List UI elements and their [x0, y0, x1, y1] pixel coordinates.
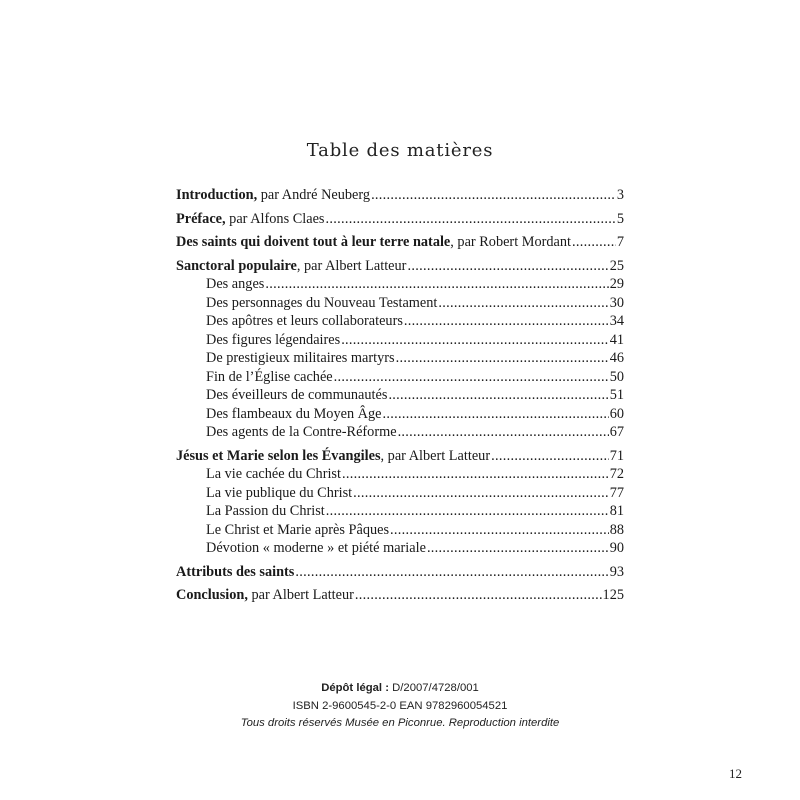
toc-entry-label: [206, 484, 352, 503]
dot-leader: [353, 484, 609, 503]
toc-entry-page: 125: [602, 587, 624, 603]
toc-entry-label: [206, 331, 340, 350]
toc-entry-page: 30: [609, 294, 624, 311]
toc-entry-author: par Alfons Claes: [225, 210, 325, 227]
toc-entry-title: La Passion du Christ: [206, 503, 325, 519]
toc-entry-title: Dévotion « moderne » et piété mariale: [206, 540, 426, 556]
toc-entry-label: [176, 186, 370, 205]
toc-entry-label: [206, 312, 403, 331]
toc-entry-label: [206, 349, 395, 368]
toc-entry: [176, 233, 624, 252]
toc-entry-page: 50: [609, 368, 624, 385]
toc-entry-title: Fin de l’Église cachée: [206, 368, 333, 385]
toc-entry: [176, 275, 624, 294]
toc-entry-page: 41: [609, 331, 624, 348]
toc-entry-author: , par Albert Latteur: [380, 447, 491, 464]
dot-leader: [334, 368, 609, 387]
page-title: Table des matières: [306, 140, 494, 161]
toc-entry: [176, 405, 624, 424]
toc-entry-label: [206, 294, 437, 313]
toc-entry-author: , par Robert Mordant: [450, 234, 571, 250]
toc-entry-page: 77: [609, 484, 624, 501]
toc-entry: [176, 423, 624, 442]
toc-entry-title: Des flambeaux du Moyen Âge: [206, 405, 382, 422]
toc-entry-page: 25: [609, 257, 624, 274]
toc-entry-title: De prestigieux militaires martyrs: [206, 350, 395, 366]
toc-entry-label: [206, 368, 333, 387]
toc-entry-title: Préface,: [176, 210, 226, 227]
dot-leader: [438, 294, 608, 313]
toc-entry-title: Introduction,: [176, 187, 258, 203]
dot-leader: [491, 447, 609, 466]
dot-leader: [342, 465, 609, 484]
toc-entry: [176, 586, 624, 605]
toc-entry: [176, 294, 624, 313]
toc-entry-title: Jésus et Marie selon les Évangiles: [176, 447, 381, 464]
toc-entry-label: [206, 539, 426, 558]
toc-entry-title: Le Christ et Marie après Pâques: [206, 521, 390, 538]
toc-entry-label: [206, 465, 341, 484]
colophon: [0, 680, 800, 733]
toc-entry: [176, 186, 624, 205]
dot-leader: [398, 423, 609, 442]
toc-entry-title: Conclusion,: [176, 587, 248, 603]
dot-leader: [265, 275, 608, 294]
page-number: 12: [729, 766, 742, 781]
legal-deposit: [0, 680, 800, 698]
toc-entry-title: Des saints qui doivent tout à leur terre natale: [176, 234, 451, 250]
toc-entry: [176, 563, 624, 582]
dot-leader: [326, 502, 609, 521]
toc-entry-label: [206, 521, 389, 540]
toc-entry-page: 7: [616, 234, 624, 250]
dot-leader: [396, 349, 609, 368]
toc-entry-title: Des figures légendaires: [206, 331, 341, 348]
toc-entry: [176, 447, 624, 466]
toc-entry-page: 5: [616, 210, 624, 227]
toc-entry-label: [176, 233, 571, 252]
dot-leader: [371, 186, 616, 205]
toc-entry: [176, 368, 624, 387]
toc-entry: [176, 349, 624, 368]
dot-leader: [355, 586, 602, 605]
rights-notice: Tous droits réservés Musée en Piconrue. Reproduction interdite: [240, 717, 560, 729]
legal-deposit-label: Dépôt légal :: [321, 682, 389, 694]
toc-entry: [176, 257, 624, 276]
toc-entry-title: Des apôtres et leurs collaborateurs: [206, 313, 403, 329]
toc-entry: [176, 386, 624, 405]
toc-entry-label: [176, 210, 324, 229]
toc-entry-page: 81: [609, 503, 624, 519]
toc-entry: [176, 484, 624, 503]
dot-leader: [427, 539, 609, 558]
dot-leader: [295, 563, 608, 582]
toc-entry: [176, 210, 624, 229]
toc-entry-page: 67: [609, 424, 624, 440]
dot-leader: [407, 257, 608, 276]
toc-entry-page: 90: [609, 540, 624, 556]
toc-entry: [176, 465, 624, 484]
toc-entry-page: 88: [609, 521, 624, 538]
dot-leader: [383, 405, 609, 424]
toc-entry-title: Des éveilleurs de communautés: [206, 387, 388, 403]
toc-entry-label: [206, 405, 382, 424]
toc-entry-page: 3: [616, 187, 624, 203]
toc-entry-title: La vie publique du Christ: [206, 484, 353, 501]
toc-entry-title: Des agents de la Contre-Réforme: [206, 424, 397, 440]
dot-leader: [325, 210, 615, 229]
toc-entry-title: Sanctoral populaire: [176, 257, 297, 274]
toc-entry-page: 72: [609, 466, 624, 482]
toc-entry-title: La vie cachée du Christ: [206, 466, 341, 482]
toc-entry-page: 46: [609, 350, 624, 366]
toc-entry-page: 60: [609, 405, 624, 422]
toc-entry: [176, 312, 624, 331]
legal-deposit-value: D/2007/4728/001: [388, 682, 479, 694]
toc-entry-label: [176, 563, 294, 582]
toc-entry-title: Des anges: [206, 276, 265, 292]
toc-entry-label: [206, 386, 387, 405]
toc-entry-title: Attributs des saints: [176, 563, 295, 580]
toc-entry-label: [206, 423, 397, 442]
dot-leader: [572, 233, 616, 252]
toc-entry-page: 93: [609, 563, 624, 580]
toc-entry-author: , par Albert Latteur: [296, 257, 407, 274]
table-of-contents: [176, 186, 624, 605]
toc-entry-page: 71: [609, 447, 624, 464]
toc-entry-label: [206, 502, 325, 521]
toc-entry-author: par André Neuberg: [257, 187, 371, 203]
toc-entry-title: Des personnages du Nouveau Testament: [206, 294, 438, 311]
toc-entry: [176, 539, 624, 558]
toc-entry-page: 34: [609, 313, 624, 329]
isbn-line: ISBN 2-9600545-2-0 EAN 9782960054521: [292, 699, 508, 712]
toc-entry-label: [176, 447, 490, 466]
toc-entry: [176, 331, 624, 350]
toc-entry-author: par Albert Latteur: [247, 587, 354, 603]
dot-leader: [404, 312, 609, 331]
dot-leader: [390, 521, 609, 540]
toc-entry-label: [206, 275, 264, 294]
toc-entry-page: 51: [609, 387, 624, 403]
toc-entry-label: [176, 257, 406, 276]
toc-entry-page: 29: [609, 276, 624, 292]
toc-entry: [176, 521, 624, 540]
dot-leader: [388, 386, 608, 405]
toc-entry-label: [176, 586, 354, 605]
toc-entry: [176, 502, 624, 521]
dot-leader: [341, 331, 609, 350]
